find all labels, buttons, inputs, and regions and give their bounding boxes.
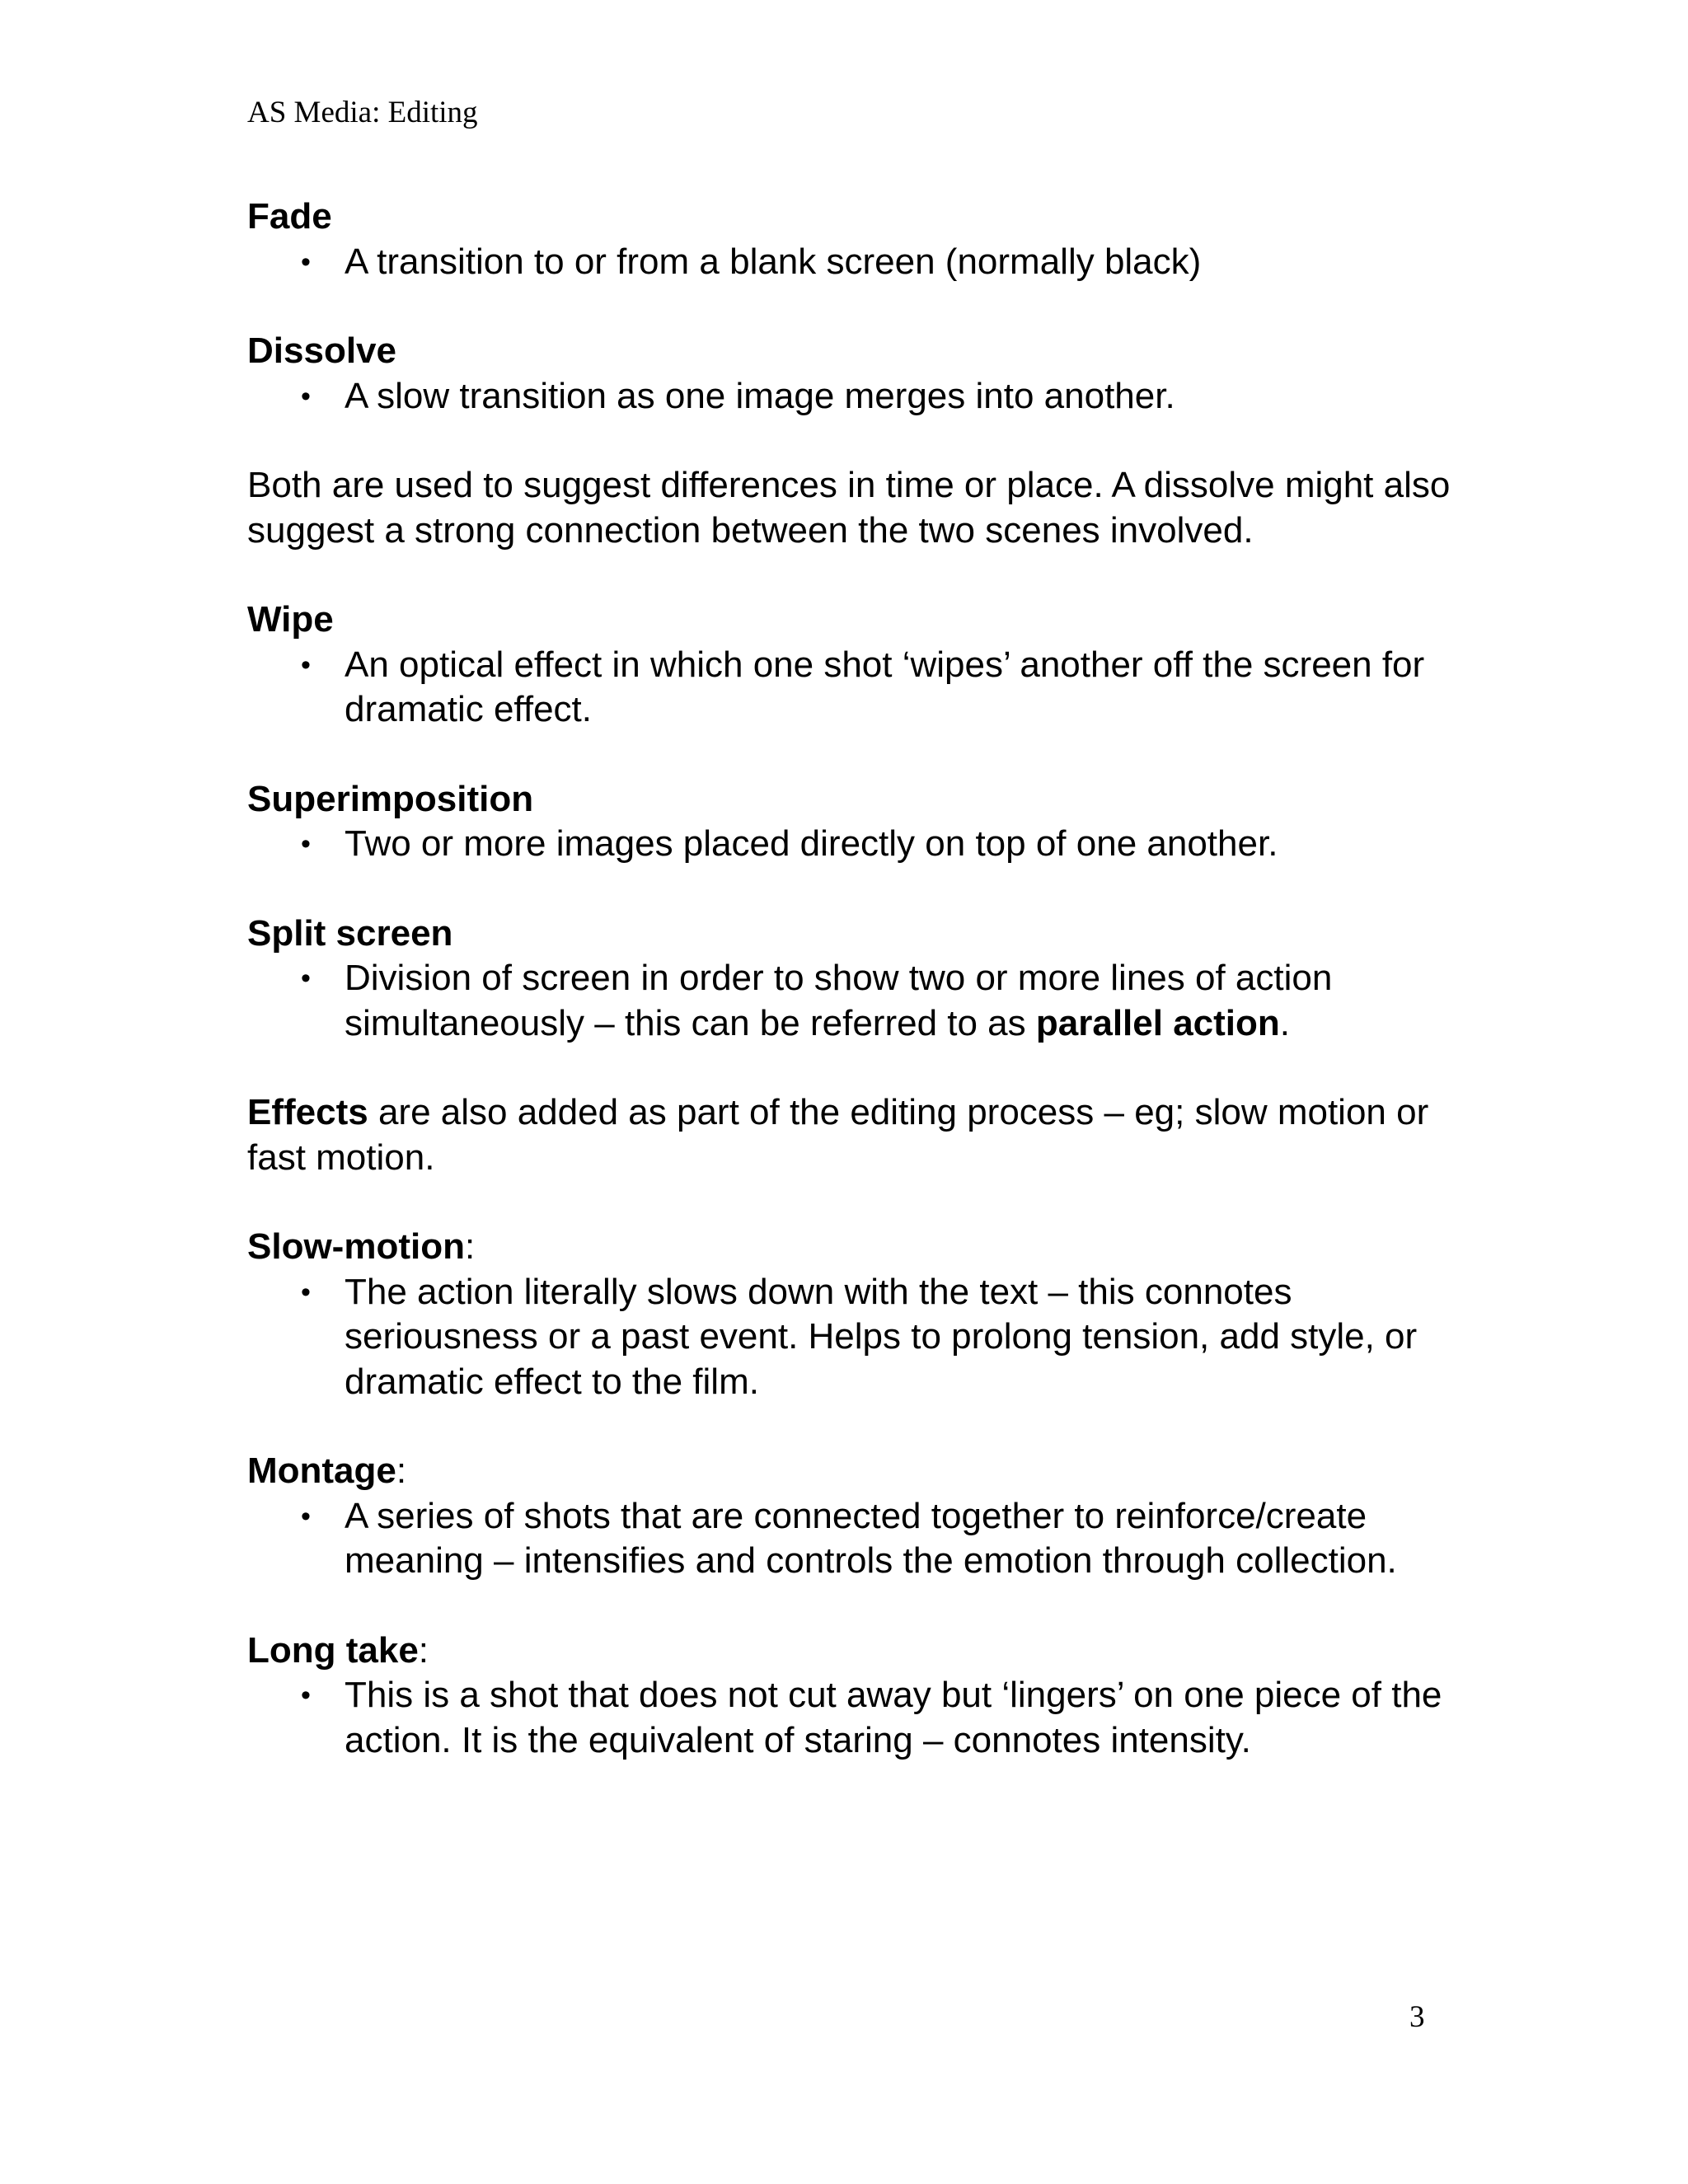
list-item bbox=[247, 822, 1467, 867]
bullet-text: A transition to or from a blank screen (normally black) bbox=[345, 241, 1202, 282]
bullet-icon: • bbox=[301, 649, 311, 681]
section-montage bbox=[247, 1449, 1467, 1584]
bullet-list bbox=[247, 374, 1467, 419]
bullet-icon: • bbox=[301, 1500, 311, 1532]
bullet-list bbox=[247, 822, 1467, 867]
paragraph-text: are also added as part of the editing process – eg; slow motion or fast motion. bbox=[247, 1092, 1429, 1178]
section-heading: Dissolve bbox=[247, 330, 396, 371]
bullet-text: A series of shots that are connected together to reinforce/create meaning – intensifies and controls the emotion through collection. bbox=[345, 1495, 1397, 1581]
bullet-icon: • bbox=[301, 246, 311, 278]
bullet-text: An optical effect in which one shot ‘wipes’ another off the screen for dramatic effect. bbox=[345, 644, 1425, 729]
page-number: 3 bbox=[1409, 2000, 1425, 2034]
bullet-list bbox=[247, 1270, 1467, 1405]
section-wipe bbox=[247, 598, 1467, 733]
list-item bbox=[247, 1270, 1467, 1405]
section-heading: Fade bbox=[247, 196, 332, 237]
paragraph-effects bbox=[247, 1090, 1467, 1180]
section-heading: Superimposition bbox=[247, 778, 534, 819]
bullet-list bbox=[247, 1494, 1467, 1584]
bullet-icon: • bbox=[301, 1276, 311, 1308]
bullet-list bbox=[247, 240, 1467, 285]
bullet-icon: • bbox=[301, 380, 311, 412]
section-superimposition bbox=[247, 777, 1467, 867]
bullet-text: Division of screen in order to show two or more lines of action simultaneously – this can be referred to as bbox=[345, 958, 1333, 1043]
bullet-list bbox=[247, 1673, 1467, 1763]
bold-term: Effects bbox=[247, 1092, 368, 1132]
section-fade bbox=[247, 194, 1467, 284]
section-dissolve bbox=[247, 329, 1467, 419]
bullet-icon: • bbox=[301, 1680, 311, 1711]
heading-colon: : bbox=[464, 1226, 476, 1267]
list-item bbox=[247, 643, 1467, 733]
bullet-text: This is a shot that does not cut away but ‘lingers’ on one piece of the action. It is the equivalent of staring – connotes intensity. bbox=[345, 1675, 1442, 1760]
bullet-icon: • bbox=[301, 828, 311, 860]
section-heading: Long take bbox=[247, 1629, 419, 1671]
section-heading: Split screen bbox=[247, 912, 453, 954]
section-split-screen bbox=[247, 912, 1467, 1047]
bullet-text-end: . bbox=[1279, 1002, 1291, 1043]
page-header: AS Media: Editing bbox=[247, 96, 478, 129]
list-item bbox=[247, 1494, 1467, 1584]
bullet-text: Two or more images placed directly on top of one another. bbox=[345, 823, 1278, 864]
heading-colon: : bbox=[418, 1629, 429, 1671]
section-heading: Wipe bbox=[247, 599, 334, 640]
paragraph-both: Both are used to suggest differences in time or place. A dissolve might also suggest a strong connection between the two scenes involved. bbox=[247, 465, 1451, 551]
list-item bbox=[247, 374, 1467, 419]
heading-colon: : bbox=[396, 1451, 407, 1491]
section-long-take bbox=[247, 1629, 1467, 1764]
bold-term: parallel action bbox=[1035, 1002, 1280, 1043]
list-item bbox=[247, 240, 1467, 285]
list-item bbox=[247, 1673, 1467, 1763]
section-heading: Montage bbox=[247, 1451, 396, 1491]
bullet-list bbox=[247, 956, 1467, 1046]
bullet-text: A slow transition as one image merges into another. bbox=[345, 375, 1175, 416]
list-item bbox=[247, 956, 1467, 1046]
bullet-list bbox=[247, 643, 1467, 733]
bullet-text: The action literally slows down with the text – this connotes seriousness or a past event. Helps to prolong tension, add style, or dramatic effect to the film. bbox=[345, 1271, 1418, 1402]
section-slow-motion bbox=[247, 1225, 1467, 1404]
bullet-icon: • bbox=[301, 963, 311, 994]
section-heading: Slow-motion bbox=[247, 1226, 465, 1267]
document-body bbox=[247, 194, 1467, 1807]
